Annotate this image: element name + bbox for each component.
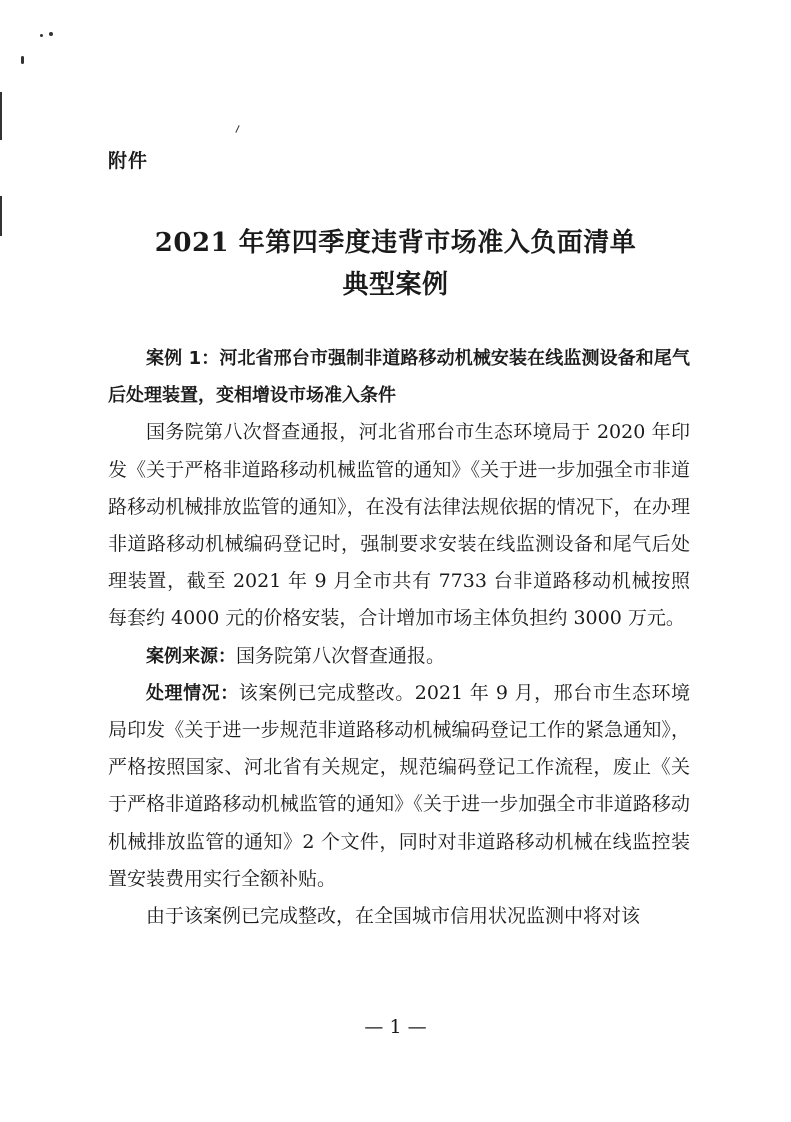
case-body-paragraph: 国务院第八次督查通报，河北省邢台市生态环境局于 2020 年印发《关于严格非道路移动机械监管的通知》《关于进一步加强全市非道路移动机械排放监管的通知》，在没有法律法规依据的情况下，在办理非道路移动机械编码登记时，强制要求安装在线监测设备和尾气后处理装置，截至 2021 年 9 月全市共有 7733 台非道路移动机械按照每套约 4000 元的价格安装，合计增加市场主体负担约 3000 万元。 <box>108 421 690 630</box>
case-handling-label: 处理情况： <box>146 682 239 704</box>
attachment-label: 附件 <box>108 150 149 172</box>
case-source-text: 国务院第八次督查通报。 <box>236 644 446 667</box>
final-paragraph: 由于该案例已完成整改，在全国城市信用状况监测中将对该 <box>146 905 641 928</box>
case-handling-text: 该案例已完成整改。2021 年 9 月，邢台市生态环境局印发《关于进一步规范非道路移动机械编码登记工作的紧急通知》，严格按照国家、河北省有关规定，规范编码登记工作流程，废止《关于严格非道路移动机械监管的通知》《关于进一步加强全市非道路移动机械排放监管的通知》2 个文件，同时对非道路移动机械在线监控装置安装费用实行全额补贴。 <box>108 681 691 890</box>
scan-dot <box>235 125 239 133</box>
scan-dot <box>49 32 53 36</box>
scan-mark-left-edge <box>0 92 2 140</box>
case-heading: 案例 1：河北省邢台市强制非道路移动机械安装在线监测设备和尾气后处理装置，变相增设市场准入条件 <box>108 348 690 407</box>
case-source-paragraph <box>108 638 690 675</box>
case-source-label: 案例来源： <box>146 645 236 667</box>
scan-dot <box>21 56 24 64</box>
page-number: — 1 — <box>364 1016 427 1038</box>
document-title-line2: 典型案例 <box>342 270 449 300</box>
document-title-line1: 2021 年第四季度违背市场准入负面清单 <box>154 228 637 258</box>
case-handling-paragraph <box>108 675 690 898</box>
scan-dot <box>40 34 43 37</box>
document-body <box>108 340 690 935</box>
